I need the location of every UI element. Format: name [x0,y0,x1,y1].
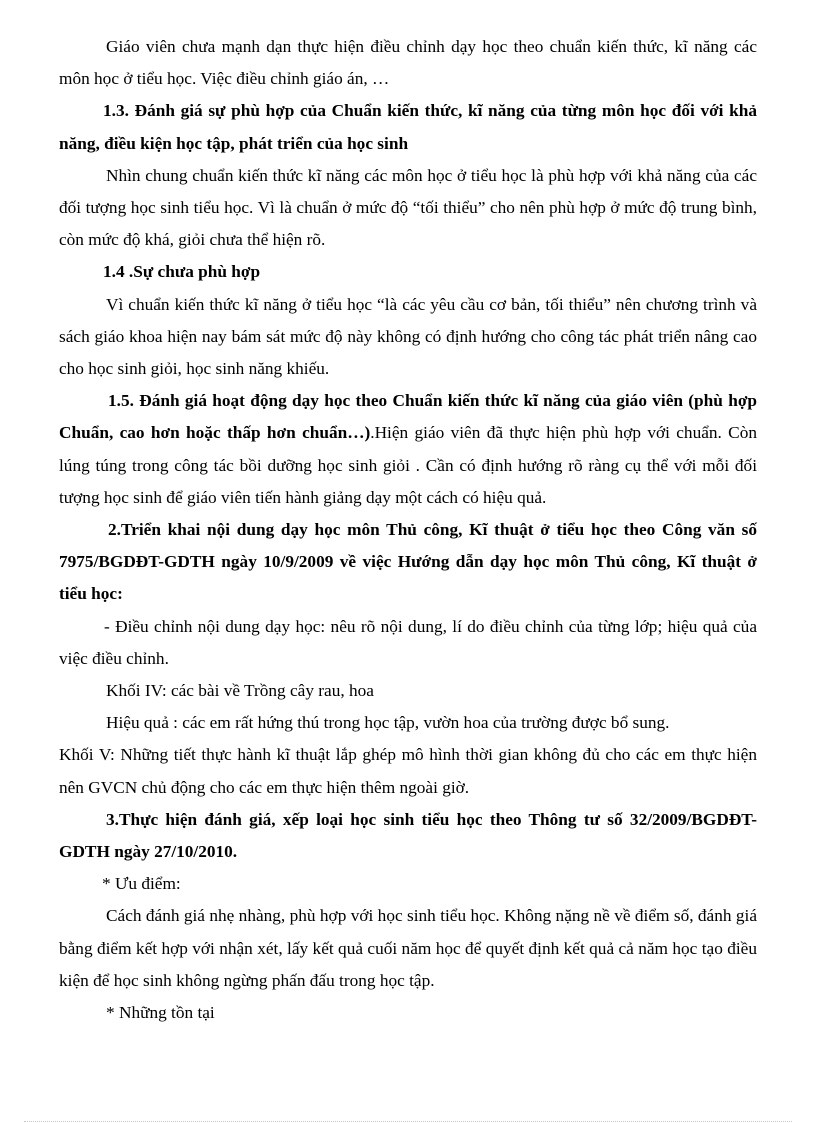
document-page [59,31,757,1029]
page-bottom-border [24,1121,792,1122]
heading-1-4: 1.4 .Sự chưa phù hợp [103,262,261,282]
paragraph-assessment: Cách đánh giá nhẹ nhàng, phù hợp với học sinh tiểu học. Không nặng nề về điểm số, đánh giá bằng điểm kết hợp với nhận xét, lấy kết quả cuối năm học để quyết định kết quả cả năm học tạo điều kiện để học sinh không ngừng phấn đấu trong học tập. [59,906,757,990]
heading-3: 3.Thực hiện đánh giá, xếp loại học sinh tiểu học theo Thông tư số 32/2009/BGDĐT-GDTH ngày 27/10/2010. [59,809,757,862]
paragraph-effectiveness: Hiệu quả : các em rất hứng thú trong học tập, vườn hoa của trường được bổ sung. [106,713,670,733]
paragraph-grade-4: Khối IV: các bài về Trồng cây rau, hoa [106,681,374,701]
paragraph-1-5 [59,385,757,514]
paragraph-teacher-adjustment: Giáo viên chưa mạnh dạn thực hiện điều chỉnh dạy học theo chuẩn kiến thức, kĩ năng các môn học ở tiểu học. Việc điều chỉnh giáo án, … [59,37,757,89]
paragraph-1-5-body: .Hiện giáo viên đã thực hiện phù hợp với chuẩn. Còn lúng túng trong công tác bồi dưỡng học sinh giỏi . Cần có định hướng rõ ràng cụ thể với mỗi đối tượng học sinh để giáo viên tiến hành giảng dạy một cách có hiệu quả. [59,423,757,507]
paragraph-general-standards: Nhìn chung chuẩn kiến thức kĩ năng các môn học ở tiểu học là phù hợp với khả năng của các đối tượng học sinh tiểu học. Vì là chuẩn ở mức độ “tối thiểu” cho nên phù hợp ở mức độ trung bình, còn mức độ khá, giỏi chưa thể hiện rõ. [59,165,757,250]
paragraph-grade-5: Khối V: Những tiết thực hành kĩ thuật lắp ghép mô hình thời gian không đủ cho các em thực hiện nên GVCN chủ động cho các em thực hiện thêm ngoài giờ. [59,745,757,797]
paragraph-shortcomings-label: * Những tồn tại [106,1003,215,1023]
heading-1-3: 1.3. Đánh giá sự phù hợp của Chuẩn kiến thức, kĩ năng của từng môn học đối với khả năng, điều kiện học tập, phát triển của học sinh [59,101,757,153]
paragraph-advantages-label: * Ưu điểm: [102,874,181,894]
heading-2: 2.Triển khai nội dung dạy học môn Thủ công, Kĩ thuật ở tiểu học theo Công văn số 7975/BGDĐT-GDTH ngày 10/9/2009 về việc Hướng dẫn dạy học môn Thủ công, Kĩ thuật ở tiểu học: [59,520,757,604]
heading-1-5: 1.5. Đánh giá hoạt động dạy học theo Chuẩn kiến thức kĩ năng của giáo viên (phù hợp Chuẩn, cao hơn hoặc thấp hơn chuẩn…) [59,391,757,443]
paragraph-content-adjustment: - Điều chỉnh nội dung dạy học: nêu rõ nội dung, lí do điều chỉnh của từng lớp; hiệu quả của việc điều chỉnh. [59,616,757,668]
paragraph-not-suitable: Vì chuẩn kiến thức kĩ năng ở tiểu học “là các yêu cầu cơ bản, tối thiểu” nên chương trình và sách giáo khoa hiện nay bám sát mức độ này không có định hướng cho công tác phát triển nâng cao cho học sinh giỏi, học sinh năng khiếu. [59,294,757,379]
